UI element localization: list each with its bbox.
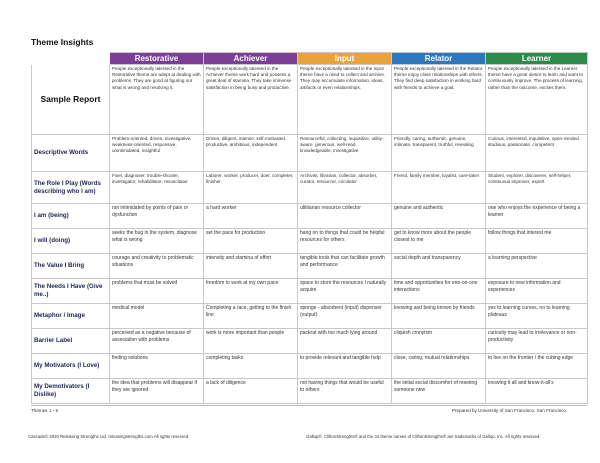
- table-cell: problems that must be solved: [110, 279, 204, 304]
- theme-header-learner: Learner: [486, 53, 588, 65]
- theme-header-input: Input: [298, 53, 392, 65]
- table-row: [32, 135, 588, 172]
- table-cell: set the pace for production: [204, 229, 298, 254]
- theme-header-relator: Relator: [392, 53, 486, 65]
- table-cell: perceived as a negative because of association with problems: [110, 329, 204, 354]
- table-cell: Fixer, diagnoser, trouble-shooter, investigator, rehabilitator, resuscitator: [110, 172, 204, 204]
- table-row: [32, 229, 588, 254]
- table-cell: not having things that would be useful to others: [298, 379, 392, 404]
- table-cell: completing tasks: [204, 354, 298, 379]
- table-cell: curiosity may lead to irrelevance or non-productivity: [486, 329, 588, 354]
- table-row: [32, 304, 588, 329]
- table-cell: Archivist, librarian, collector, absorber, curator, resourcer, circulator: [298, 172, 392, 204]
- table-cell: Student, explorer, discoverer, self-helper, continuous improver, expert: [486, 172, 588, 204]
- page-title: Theme Insights: [31, 37, 94, 47]
- table-row: [32, 379, 588, 404]
- table-cell: utilitarian resource collector: [298, 204, 392, 229]
- table-cell: sponge - absorbent (input) dispenser (output): [298, 304, 392, 329]
- table-cell: People exceptionally talented in the Relator theme enjoy close relationships with others. They find deep satisfaction in working hard with friends to achieve a goal.: [392, 65, 486, 135]
- footer-divider: [31, 405, 587, 406]
- table-cell: Resourceful, collecting, inquisitive, utility-aware, generous, well-read, knowledgeable, investigative: [298, 135, 392, 172]
- row-label: My Motivators (I Love): [32, 354, 110, 379]
- table-cell: Laborer, worker, producer, doer, completer, finisher: [204, 172, 298, 204]
- table-cell: exposure to new information and experiences: [486, 279, 588, 304]
- table-cell: Driven, diligent, intense, self-motivated, productive, ambitious, independent: [204, 135, 298, 172]
- table-cell: a hard worker: [204, 204, 298, 229]
- table-row: [32, 172, 588, 204]
- row-label: I will (doing): [32, 229, 110, 254]
- row-label: The Value I Bring: [32, 254, 110, 279]
- table-cell: People exceptionally talented in the Learner theme have a great desire to learn and want to continuously improve. The process of learning, rather than the outcome, excites them.: [486, 65, 588, 135]
- table-cell: work is more important than people: [204, 329, 298, 354]
- row-label: The Role I Play (Words describing who I am): [32, 172, 110, 204]
- table-cell: knowing it all and know-it-all's: [486, 379, 588, 404]
- table-cell: packrat with too much lying around: [298, 329, 392, 354]
- table-cell: get to know more about the people closest to me: [392, 229, 486, 254]
- corner-cell: [32, 53, 110, 65]
- table-cell: not intimidated by points of pain or dysfunction: [110, 204, 204, 229]
- table-cell: yes to learning curves, no to learning plateaus: [486, 304, 588, 329]
- table-cell: Problem-oriented, driven, investigative, weakness-oriented, responsive, unintimidated, insightful: [110, 135, 204, 172]
- table-row: [32, 204, 588, 229]
- table-cell: People exceptionally talented in the Restorative theme are adept at dealing with problems. They are good at figuring out what is wrong and resolving it.: [110, 65, 204, 135]
- sample-report-row: [32, 65, 588, 135]
- table-cell: courage and creativity to problematic situations: [110, 254, 204, 279]
- table-row: [32, 254, 588, 279]
- theme-header-restorative: Restorative: [110, 53, 204, 65]
- row-label: Barrier Label: [32, 329, 110, 354]
- footer-themes-range: Themes 1 - 5: [31, 408, 59, 413]
- table-row: [32, 279, 588, 304]
- table-cell: Completing a race, getting to the finish line: [204, 304, 298, 329]
- table-cell: seeks the bug in the system, diagnose what is wrong: [110, 229, 204, 254]
- theme-header-achiever: Achiever: [204, 53, 298, 65]
- table-cell: a learning perspective: [486, 254, 588, 279]
- theme-insights-table: [31, 52, 588, 404]
- table-row: [32, 329, 588, 354]
- table-cell: Curious, interested, inquisitive, open-minded, studious, passionate, competent: [486, 135, 588, 172]
- row-label: I am (being): [32, 204, 110, 229]
- table-cell: intensity and stamina of effort: [204, 254, 298, 279]
- table-cell: social depth and transparency: [392, 254, 486, 279]
- table-cell: the initial social discomfort of meeting someone new: [392, 379, 486, 404]
- table-cell: finding solutions: [110, 354, 204, 379]
- table-cell: one who enjoys the experience of being a learner: [486, 204, 588, 229]
- table-cell: knowing and being known by friends: [392, 304, 486, 329]
- table-cell: Friend, family member, loyalist, care-taker: [392, 172, 486, 204]
- copyright-notice: Cascade© 2020 Releasing Strengths Ltd. releasingstrengths.com All rights reserved.: [28, 434, 190, 439]
- table-cell: medical model: [110, 304, 204, 329]
- table-cell: space to store the resources I naturally acquire: [298, 279, 392, 304]
- table-cell: to live on the frontier / the cutting edge: [486, 354, 588, 379]
- table-row: [32, 354, 588, 379]
- table-cell: People exceptionally talented in the Input theme have a need to collect and archive. They may accumulate information, ideas, artifacts or even relationships.: [298, 65, 392, 135]
- table-cell: cliquish cronyism: [392, 329, 486, 354]
- table-cell: Friendly, caring, authentic, genuine, intimate, transparent, truthful, revealing: [392, 135, 486, 172]
- table-cell: follow things that interest me: [486, 229, 588, 254]
- theme-header-row: [32, 53, 588, 65]
- table-cell: tangible tools that can facilitate growth and performance: [298, 254, 392, 279]
- table-cell: hang on to things that could be helpful resources for others: [298, 229, 392, 254]
- table-cell: a lack of diligence: [204, 379, 298, 404]
- table-cell: genuine and authentic: [392, 204, 486, 229]
- row-label: Sample Report: [32, 65, 110, 135]
- table-cell: People exceptionally talented in the Achiever theme work hard and possess a great deal of stamina. They take immense satisfaction in being busy and productive.: [204, 65, 298, 135]
- table-cell: the idea that problems will disappear if they are ignored: [110, 379, 204, 404]
- table-cell: time and opportunities for one-on-one interactions: [392, 279, 486, 304]
- table-cell: to provide relevant and tangible help: [298, 354, 392, 379]
- footer-prepared-by: Prepared by University of San Francisco, San Francisco: [451, 408, 566, 413]
- row-label: Metaphor / Image: [32, 304, 110, 329]
- table-cell: freedom to work at my own pace: [204, 279, 298, 304]
- row-label: Descriptive Words: [32, 135, 110, 172]
- table-cell: close, caring, mutual relationships: [392, 354, 486, 379]
- trademark-notice: Gallup®, CliftonStrengths® and the 34 theme names of CliftonStrengths® are trademarks of Gallup, Inc. All rights reserved.: [306, 434, 541, 439]
- row-label: My Demotivators (I Dislike): [32, 379, 110, 404]
- row-label: The Needs I Have (Give me..): [32, 279, 110, 304]
